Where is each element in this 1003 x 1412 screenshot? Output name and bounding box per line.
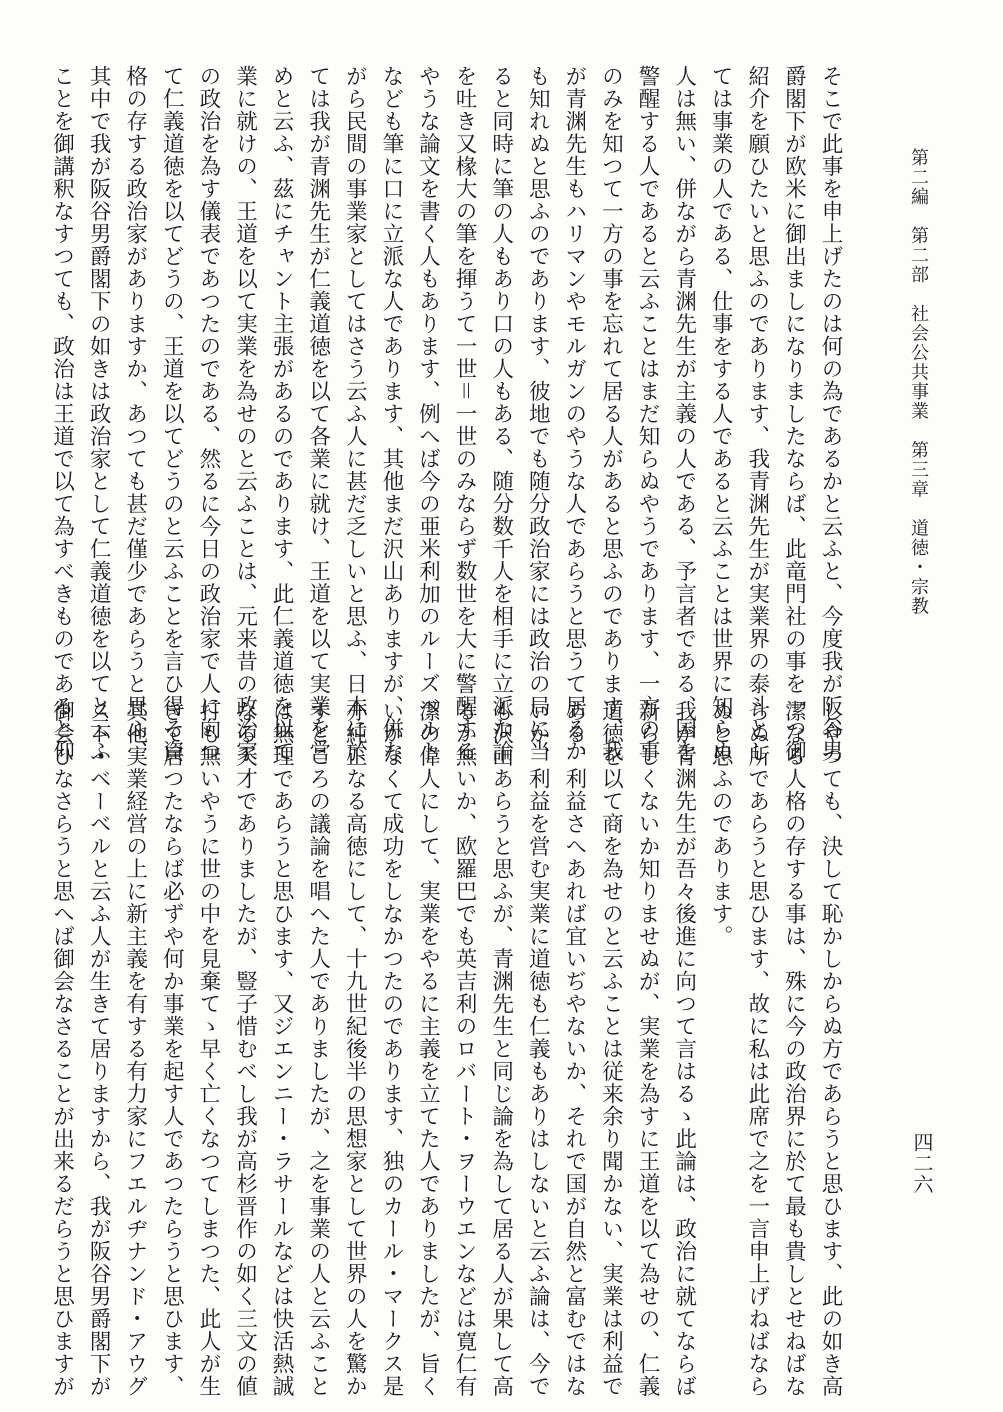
text-line: ことを御講釈なすつても、政治は王道で以て為すべきものであると仰 xyxy=(49,65,75,763)
text-line: ると同時に筆の人もあり口の人もある、随分数千人を相手に立派な論 xyxy=(488,65,514,763)
text-line: は無理であらうと思ひます、又ジエンニー・ラサールなどは快活熱誠 xyxy=(269,700,295,1398)
text-line: 爵閣下が欧米に御出ましになりましたならば、此竜門社の事を一つ御 xyxy=(781,65,807,763)
page-number: 四二六 xyxy=(910,1132,934,1195)
text-line: 道徳を以て商を為せのと云ふことは従来余り聞かない、実業は利益で xyxy=(598,700,624,1398)
text-line: 潔なる人格の存する事は、殊に今の政治界に於て最も貴しとせねばな xyxy=(781,700,807,1398)
text-line: なる天才でありましたが、豎子惜むべし我が高杉晋作の如く三文の値 xyxy=(232,700,258,1398)
text-line: 新らしくないか知りませぬが、実業を為すに王道を以て為せの、仁義 xyxy=(635,700,661,1398)
body-text-upper xyxy=(43,65,848,763)
text-line: ては我が青渊先生が仁義道徳を以て各業に就け、王道を以て実業を営 xyxy=(305,65,331,763)
running-header: 第二編 第二部 社会公共事業 第三章 道徳・宗教 xyxy=(908,148,929,616)
text-line: 格の存する政治家がありますか、あつても甚だ僅少であらうと思ふ、 xyxy=(122,65,148,763)
text-line: も沢山あらうと思ふが、青渊先生と同じ論を為して居る人が果して高 xyxy=(488,700,514,1398)
text-line: しやつても、決して恥かしからぬ方であらうと思ひます、此の如き高 xyxy=(818,700,843,1398)
text-line: るか無いか、欧羅巴でも英吉利のロバート・ヲーウエンなどは寛仁有 xyxy=(452,700,478,1398)
text-line: きて居つたならば必ずや何か事業を起す人であつたらうと思ひます、 xyxy=(159,700,185,1398)
text-line: が青渊先生もハリマンやモルガンのやうな人であらうと思うて居るか xyxy=(561,65,587,763)
text-line: のみを知つて一方の事を忘れて居る人があると思ふのであります、我 xyxy=(598,65,624,763)
text-line: いかなくて成功をしなかつたのであります、独のカール・マークス是 xyxy=(378,700,404,1398)
text-line: そこで此事を申上げたのは何の為であるかと云ふと、今度我が阪谷男 xyxy=(818,65,843,763)
text-line: 警醒する人であると云ふことはまだ知らぬやうであります、一方の事 xyxy=(635,65,661,763)
text-line: ある、利益さへあれば宜いぢやないか、それで国が自然と富むではな xyxy=(561,700,587,1398)
text-line: 打も無いやうに世の中を見棄てゝ早く亡くなつてしまつた、此人が生 xyxy=(195,700,221,1398)
text-line: なども筆に口に立派な人であります、其他まだ沢山ありますが、併な xyxy=(378,65,404,763)
text-line: 其中で我が阪谷男爵閣下の如きは政治家として仁義道徳を以てと云ふ xyxy=(86,65,112,763)
text-line: を吐き又椽大の筆を揮うて一世＝一世のみならず数世を大に警醒する xyxy=(452,65,478,763)
text-line: 潔の偉人にして、実業をやるに主義を立てた人でありましたが、旨く xyxy=(415,700,441,1398)
text-line: 紹介を願ひたいと思ふのであります、我青渊先生が実業界の泰斗とし xyxy=(744,65,770,763)
text-line: の政治を為す儀表であつたのである、然るに今日の政治家で人に向つ xyxy=(195,65,221,763)
text-line: も知れぬと思ふのであります、彼地でも随分政治家には政治の局に当 xyxy=(525,65,551,763)
text-line: がら民間の事業家としてはさう云ふ人に甚だ乏しいと思ふ、日本に於 xyxy=(342,65,368,763)
text-line: 其他実業経営の上に新主義を有する有力家にフエルヂナンド・アウグ xyxy=(122,700,148,1398)
text-line: 我が青渊先生が吾々後進に向つて言はるゝ此論は、政治に就てならば xyxy=(671,700,697,1398)
body-text-lower xyxy=(43,700,848,1398)
text-line: スト・ベーベルと云ふ人が生きて居りますから、我が阪谷男爵閣下が xyxy=(86,700,112,1398)
text-line: ては事業の人である、仕事をする人であると云ふことは世界に知らぬ xyxy=(708,65,734,763)
text-line: 亦純正なる高徳にして、十九世紀後半の思想家として世界の人を驚か xyxy=(342,700,368,1398)
text-line: めと云ふ、茲にチャント主張があるのであります、此仁義道徳を以て xyxy=(269,65,295,763)
text-line: すところの議論を唱へた人でありましたが、之を事業の人と云ふこと xyxy=(305,700,331,1398)
text-line: らぬ所であらうと思ひます、故に私は此席で之を一言申上げねばなら xyxy=(744,700,770,1398)
text-line: 御会ひなさらうと思へば御会なさることが出来るだらうと思ひますが xyxy=(49,700,75,1398)
text-line: ぬと思ふのであります。 xyxy=(708,700,734,948)
text-line: て仁義道徳を以てどうの、王道を以てどうのと云ふことを言ひ得る資 xyxy=(159,65,185,763)
text-line: やうな論文を書く人もあります、例へば今の亜米利加のルーズベルト xyxy=(415,65,441,763)
text-line: いか、利益を営む実業に道徳も仁義もありはしないと云ふ論は、今で xyxy=(525,700,551,1398)
text-line: 人は無い、併ながら青渊先生が主義の人である、予言者である、国を xyxy=(671,65,697,763)
text-line: 業に就けの、王道を以て実業を為せのと云ふことは、元来昔の政治家 xyxy=(232,65,258,763)
